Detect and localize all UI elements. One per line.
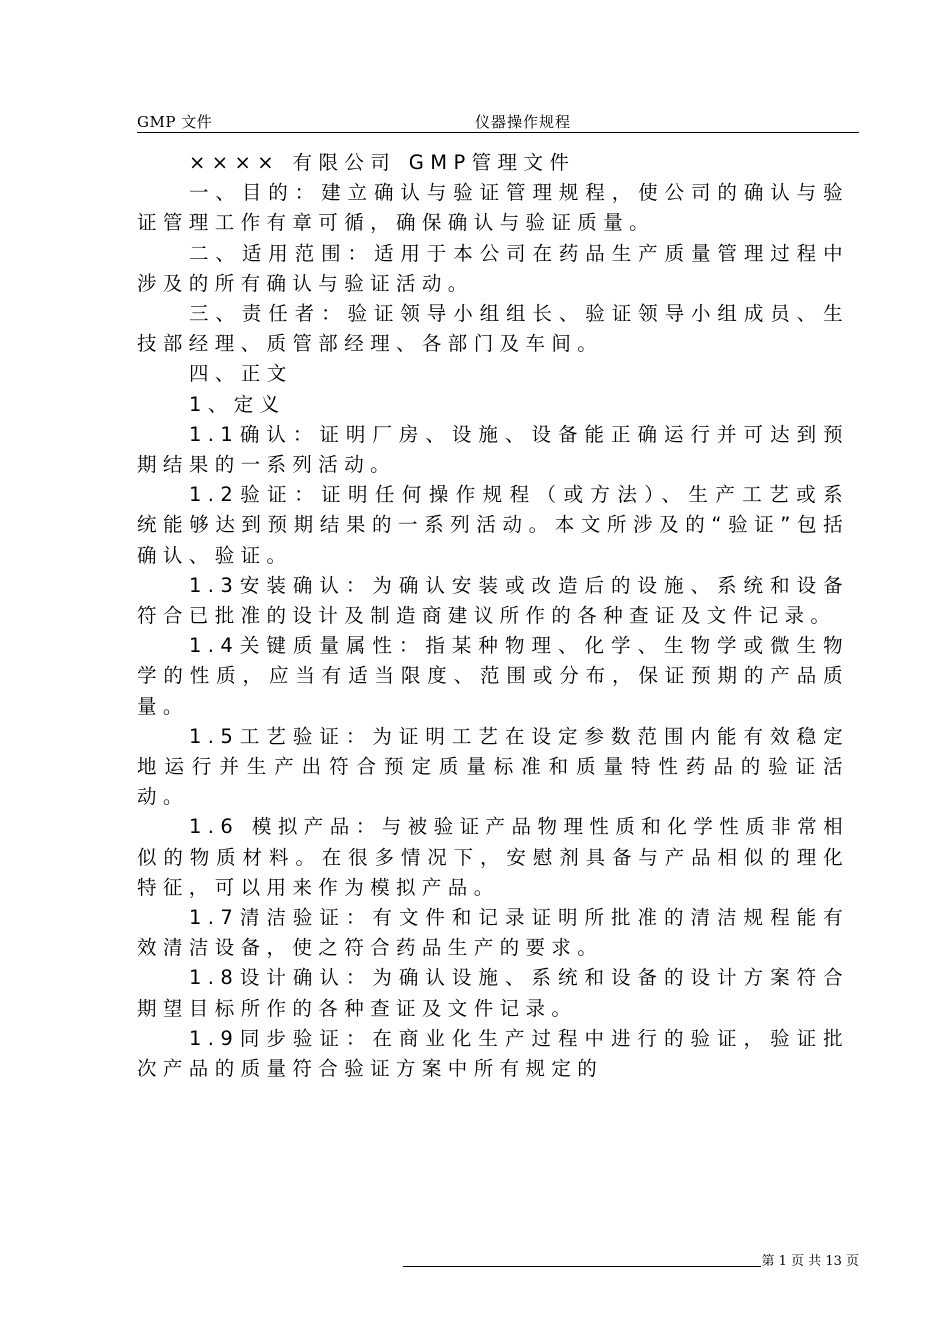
definition-1-6: 1.6 模拟产品：与被验证产品物理性质和化学性质非常相似的物质材料。在很多情况下，安慰剂具备与产品相似的理化特征，可以用来作为模拟产品。 bbox=[137, 815, 849, 899]
definition-1-5: 1.5工艺验证：为证明工艺在设定参数范围内能有效稳定地运行并生产出符合预定质量标准和质量特性药品的验证活动。 bbox=[137, 724, 849, 809]
definition-1-1: 1.1确认：证明厂房、设施、设备能正确运行并可达到预期结果的一系列活动。 bbox=[137, 422, 849, 477]
footer-rule bbox=[403, 1266, 761, 1267]
section-main-text-heading: 四、正文 bbox=[189, 362, 293, 386]
page-footer bbox=[403, 1248, 859, 1268]
section-scope: 二、适用范围：适用于本公司在药品生产质量管理过程中涉及的所有确认与验证活动。 bbox=[137, 241, 849, 295]
page-header bbox=[137, 110, 859, 133]
definition-1-9: 1.9同步验证：在商业化生产过程中进行的验证，验证批次产品的质量符合验证方案中所有规定的 bbox=[137, 1026, 849, 1081]
definition-1-7: 1.7清洁验证：有文件和记录证明所批准的清洁规程能有效清洁设备，使之符合药品生产的要求。 bbox=[137, 906, 849, 960]
definition-1-2: 1.2验证：证明任何操作规程（或方法）、生产工艺或系统能够达到预期结果的一系列活动。本文所涉及的“验证”包括确认、验证。 bbox=[137, 483, 849, 567]
header-doc-type: GMP 文件 bbox=[137, 113, 213, 131]
definition-1-3: 1.3安装确认：为确认安装或改造后的设施、系统和设备符合已批准的设计及制造商建议所作的各种查证及文件记录。 bbox=[137, 573, 849, 628]
page-number: 第 1 页 共 13 页 bbox=[761, 1254, 859, 1269]
document-title: ×××× 有限公司 GMP管理文件 bbox=[189, 151, 576, 174]
definition-1-4: 1.4关键质量属性：指某种物理、化学、生物学或微生物学的性质，应当有适当限度、范围或分布，保证预期的产品质量。 bbox=[137, 634, 849, 718]
section-responsible: 三、责任者：验证领导小组组长、验证领导小组成员、生技部经理、质管部经理、各部门及车间。 bbox=[137, 302, 849, 356]
header-doc-title: 仪器操作规程 bbox=[475, 113, 572, 131]
definition-1-8: 1.8设计确认：为确认设施、系统和设备的设计方案符合期望目标所作的各种查证及文件记录。 bbox=[137, 966, 849, 1020]
section-purpose: 一、目的：建立确认与验证管理规程，使公司的确认与验证管理工作有章可循，确保确认与验证质量。 bbox=[137, 181, 849, 235]
document-body bbox=[137, 148, 849, 1084]
subsection-definitions-heading: 1、定义 bbox=[189, 392, 286, 416]
